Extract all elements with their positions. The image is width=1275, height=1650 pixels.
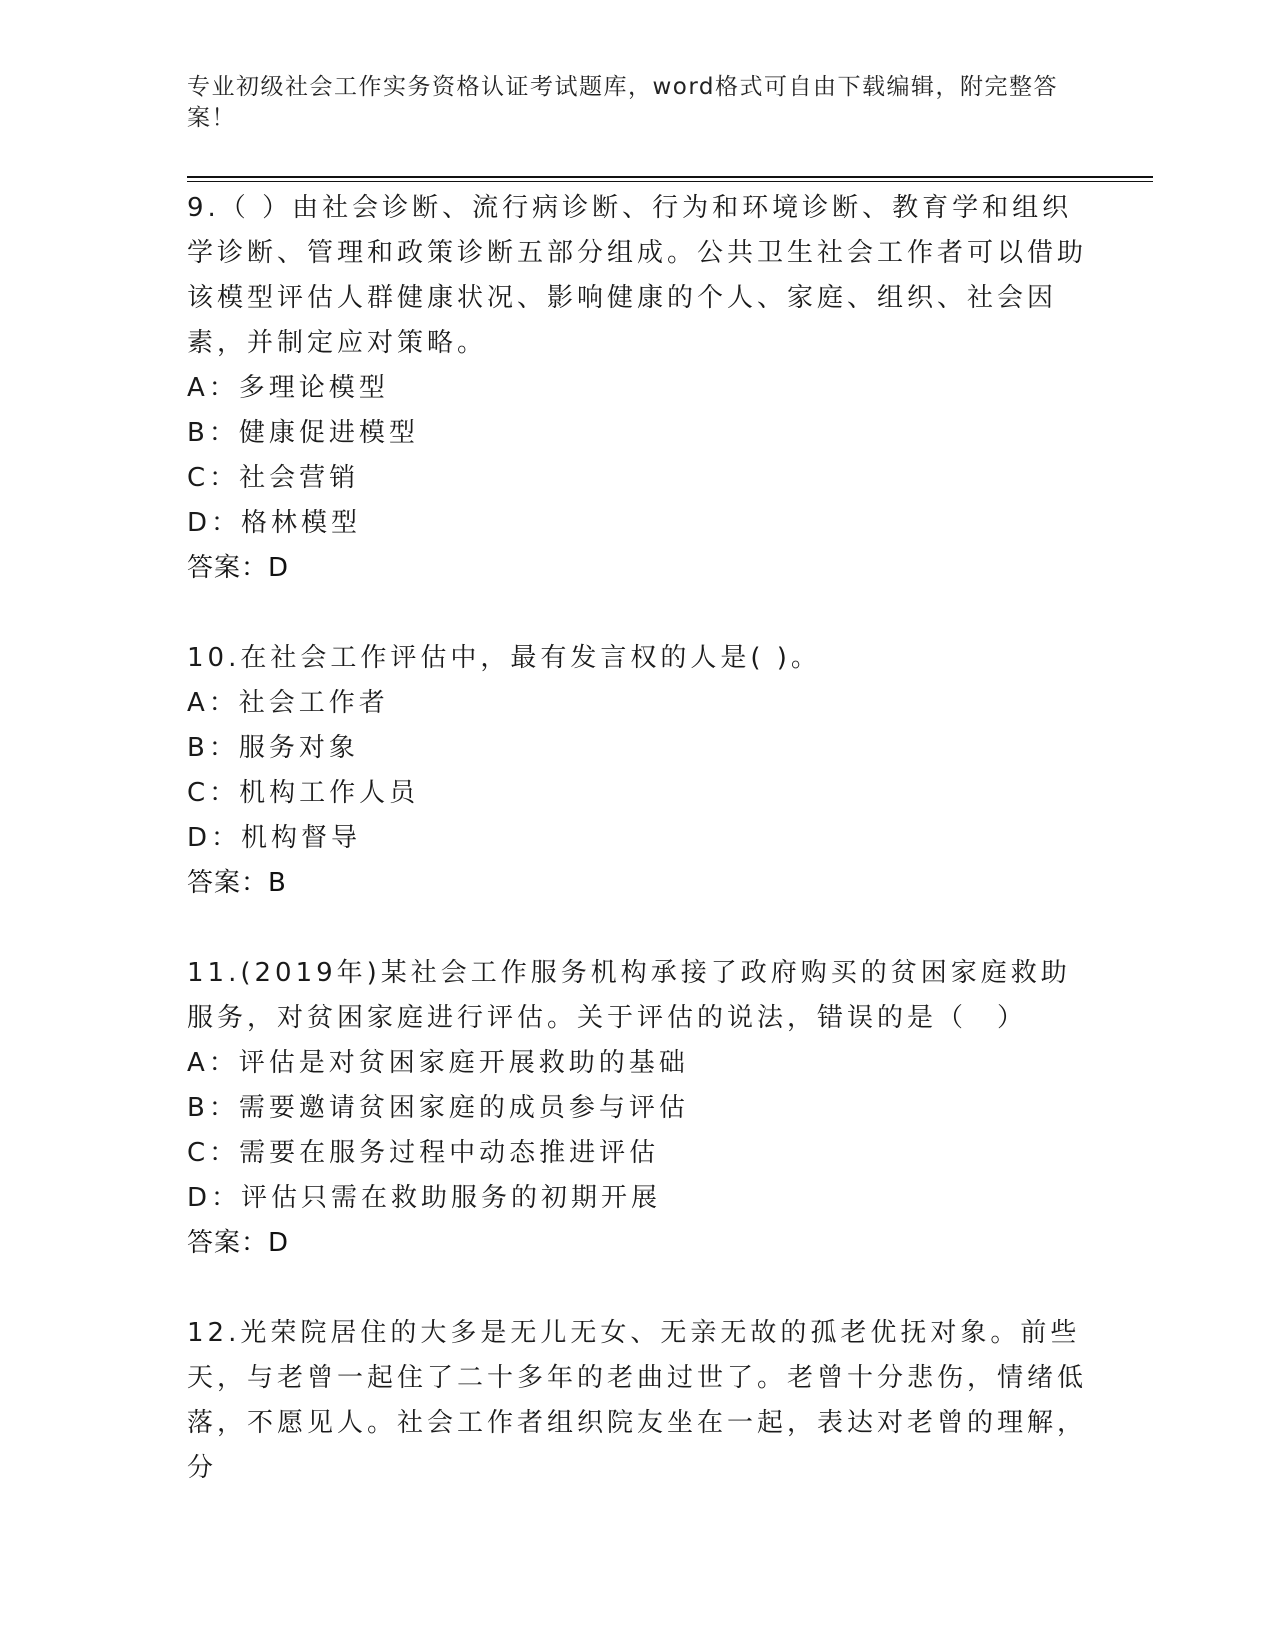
document-header: 专业初级社会工作实务资格认证考试题库，word格式可自由下载编辑，附完整答案！	[187, 74, 1059, 131]
answer: 答案：D	[187, 1228, 290, 1258]
question-stem: 12.光荣院居住的大多是无儿无女、无亲无故的孤老优抚对象。前些天，与老曾一起住了二十多年的老曲过世了。老曾十分悲伤，情绪低落，不愿见人。社会工作者组织院友坐在一起，表达对老曾的理解，分	[187, 1318, 1088, 1483]
question-stem: 9.（ ）由社会诊断、流行病诊断、行为和环境诊断、教育学和组织学诊断、管理和政策诊断五部分组成。公共卫生社会工作者可以借助该模型评估人群健康状况、影响健康的个人、家庭、组织、社会因素，并制定应对策略。	[187, 193, 1088, 358]
header-divider-thick	[187, 176, 1153, 178]
option-c: C：机构工作人员	[187, 778, 420, 808]
option-b: B：服务对象	[187, 733, 359, 763]
header-divider-thin	[187, 181, 1153, 182]
option-d: D：评估只需在救助服务的初期开展	[187, 1183, 662, 1213]
option-a: A：多理论模型	[187, 373, 389, 403]
question-11	[187, 951, 1087, 1266]
option-d: D：格林模型	[187, 508, 362, 538]
question-list	[187, 186, 1087, 1491]
option-d: D：机构督导	[187, 823, 362, 853]
question-stem: 10.在社会工作评估中，最有发言权的人是( )。	[187, 643, 821, 673]
question-9	[187, 186, 1087, 591]
option-c: C：社会营销	[187, 463, 360, 493]
option-a: A：评估是对贫困家庭开展救助的基础	[187, 1048, 689, 1078]
option-c: C：需要在服务过程中动态推进评估	[187, 1138, 660, 1168]
answer: 答案：D	[187, 553, 290, 583]
option-b: B：健康促进模型	[187, 418, 419, 448]
question-12	[187, 1311, 1087, 1491]
option-a: A：社会工作者	[187, 688, 389, 718]
option-b: B：需要邀请贫困家庭的成员参与评估	[187, 1093, 689, 1123]
question-10	[187, 636, 1087, 906]
question-stem: 11.(2019年)某社会工作服务机构承接了政府购买的贫困家庭救助服务，对贫困家庭进行评估。关于评估的说法，错误的是（ ）	[187, 958, 1071, 1033]
answer: 答案：B	[187, 868, 287, 898]
